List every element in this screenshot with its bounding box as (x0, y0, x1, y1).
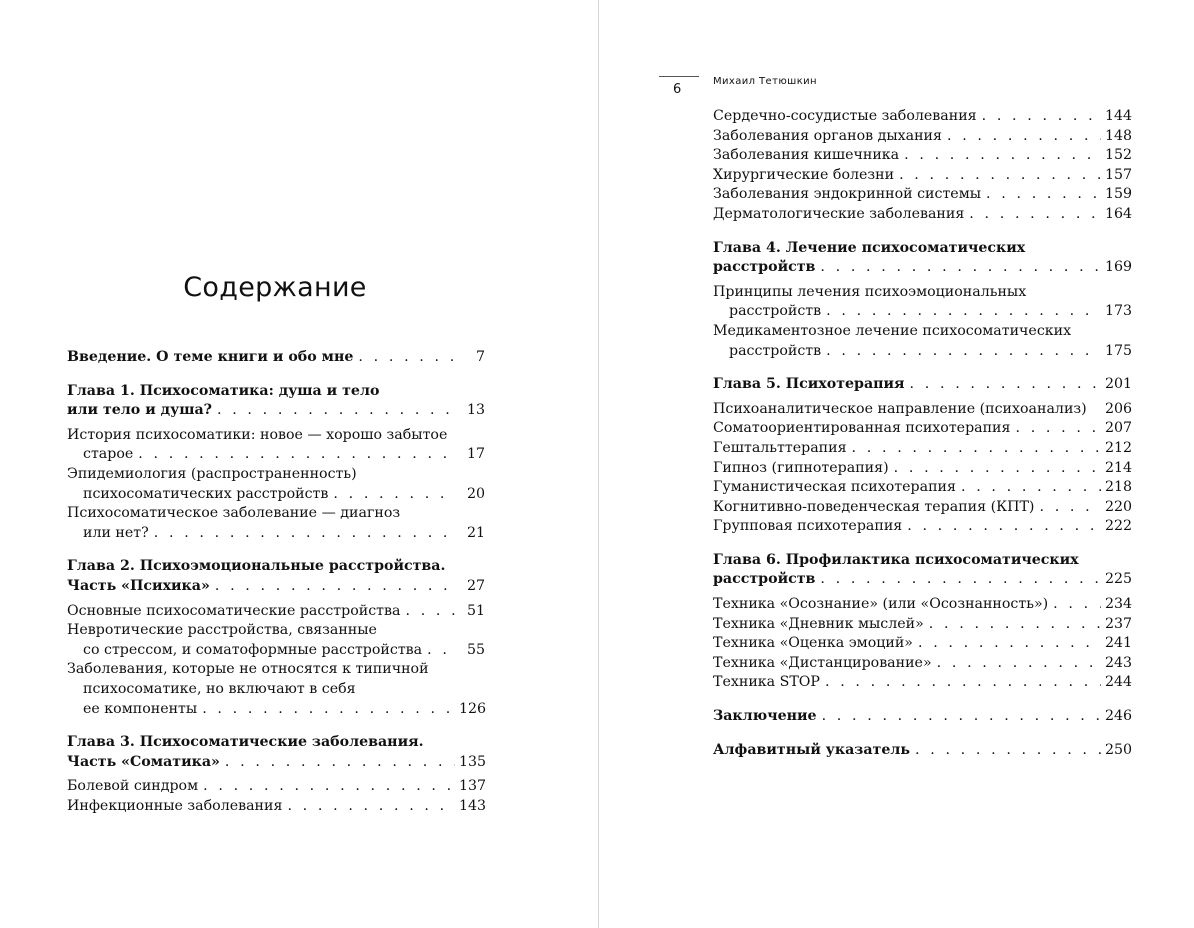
toc-entry-text: Психоаналитическое направление (психоанализ) (713, 400, 1087, 417)
toc-line (67, 641, 485, 661)
toc-entry-text: Введение. О теме книги и обо мне (67, 349, 354, 365)
toc-entry-text: Заболевания органов дыхания (713, 127, 942, 144)
toc-entry-text: Гештальттерапия (713, 439, 847, 456)
toc-section-entry[interactable] (713, 400, 1131, 420)
dot-leader (405, 602, 455, 622)
toc-page-number: 55 (466, 641, 485, 658)
header-rule (659, 76, 699, 77)
toc-page-number: 207 (1105, 420, 1133, 437)
toc-line (713, 707, 1131, 727)
toc-line (713, 239, 1131, 259)
toc-line (713, 459, 1131, 479)
toc-entry-text: Алфавитный указатель (713, 741, 911, 758)
toc-page-number: 244 (1105, 674, 1133, 691)
toc-entry-text: Невротические расстройства, связанные (67, 622, 377, 639)
toc-entry-text: Глава 4. Лечение психосоматических (713, 239, 1026, 256)
dot-leader (982, 107, 1101, 127)
toc-entry-text: Когнитивно-поведенческая терапия (КПТ) (713, 498, 1035, 515)
toc-line (67, 445, 485, 465)
toc-entry-text: психосоматических расстройств (83, 485, 329, 502)
toc-line (713, 595, 1131, 615)
toc-line (713, 673, 1131, 693)
dot-leader (918, 634, 1101, 654)
toc-page-number: 152 (1105, 147, 1133, 164)
toc-page-number: 212 (1105, 439, 1133, 456)
toc-section-entry[interactable] (67, 777, 485, 797)
dot-leader (937, 654, 1101, 674)
toc-entry-text: Часть «Соматика» (67, 753, 220, 770)
toc-chapter-entry[interactable] (67, 382, 485, 421)
toc-entry-text: расстройств (729, 303, 822, 320)
toc-line (67, 733, 485, 753)
toc-chapter-entry[interactable] (67, 557, 485, 596)
toc-page-number: 169 (1105, 259, 1133, 276)
toc-section-entry[interactable] (713, 517, 1131, 537)
toc-line (713, 185, 1131, 205)
dot-leader (225, 753, 455, 773)
dot-leader (910, 375, 1101, 395)
toc-line (713, 205, 1131, 225)
toc-entry-text: Дерматологические заболевания (713, 205, 965, 222)
toc-line (713, 400, 1131, 420)
dot-leader (907, 517, 1101, 537)
toc-chapter-entry[interactable] (67, 733, 485, 772)
toc-page-number: 175 (1105, 342, 1133, 359)
dot-leader (358, 348, 455, 368)
toc-entry-text: История психосоматики: новое — хорошо забытое (67, 426, 448, 443)
dot-leader (217, 401, 455, 421)
toc-page-number: 148 (1105, 127, 1133, 144)
toc-entry-text: или нет? (83, 524, 149, 541)
toc-entry-text: Глава 1. Психосоматика: душа и тело (67, 382, 380, 399)
toc-line (713, 654, 1131, 674)
toc-entry-text: Техника STOP (713, 674, 820, 691)
toc-entry-text: Часть «Психика» (67, 577, 210, 594)
toc-line (67, 426, 485, 446)
toc-page-number: 126 (459, 700, 487, 717)
toc-section-entry[interactable] (713, 673, 1131, 693)
dot-leader (287, 797, 455, 817)
toc-line (67, 797, 485, 817)
toc-line (713, 498, 1131, 518)
toc-section-entry[interactable] (67, 797, 485, 817)
toc-section-entry[interactable] (713, 146, 1131, 166)
toc-list-right (713, 107, 1131, 760)
running-head (659, 76, 899, 100)
toc-page-number: 51 (466, 602, 485, 619)
toc-line (713, 551, 1131, 571)
toc-line (713, 439, 1131, 459)
toc-section-entry[interactable] (713, 478, 1131, 498)
dot-leader (215, 577, 455, 597)
toc-entry-text: Принципы лечения психоэмоциональных (713, 283, 1027, 300)
toc-page-number: 157 (1105, 166, 1133, 183)
toc-page-number: 17 (466, 446, 485, 463)
toc-page-number: 159 (1105, 186, 1133, 203)
dot-leader (427, 641, 455, 661)
toc-line (713, 342, 1131, 362)
toc-chapter-entry[interactable] (713, 741, 1131, 761)
toc-page-number: 241 (1105, 635, 1133, 652)
toc-line (713, 570, 1131, 590)
toc-entry-text: Медикаментозное лечение психосоматических (713, 322, 1072, 339)
toc-line (713, 107, 1131, 127)
toc-line (713, 322, 1131, 342)
dot-leader (986, 185, 1101, 205)
toc-entry-text: Глава 2. Психоэмоциональные расстройства. (67, 558, 446, 575)
dot-leader (1053, 595, 1101, 615)
toc-entry-text: Болевой синдром (67, 778, 199, 795)
toc-line (713, 283, 1131, 303)
dot-leader (203, 777, 455, 797)
toc-page-number: 13 (466, 402, 485, 419)
toc-section-entry[interactable] (67, 426, 485, 465)
toc-line (713, 302, 1131, 322)
toc-chapter-entry[interactable] (713, 551, 1131, 590)
toc-entry-text: Глава 3. Психосоматические заболевания. (67, 734, 424, 751)
toc-line (67, 777, 485, 797)
dot-leader (961, 478, 1101, 498)
toc-entry-text: со стрессом, и соматоформные расстройства (83, 641, 423, 658)
toc-line (67, 504, 485, 524)
dot-leader (852, 439, 1101, 459)
toc-page-number: 20 (466, 485, 485, 502)
toc-entry-text: Глава 5. Психотерапия (713, 376, 905, 393)
toc-line (713, 166, 1131, 186)
toc-section-entry[interactable] (67, 660, 485, 719)
page-title: Содержание (183, 272, 367, 303)
toc-line (67, 382, 485, 402)
toc-entry-text: Эпидемиология (распространенность) (67, 465, 357, 482)
toc-page-number: 27 (466, 577, 485, 594)
toc-page-number: 173 (1105, 303, 1133, 320)
toc-page-number: 225 (1105, 571, 1133, 588)
toc-section-entry[interactable] (713, 107, 1131, 127)
right-page (599, 0, 1194, 928)
toc-section-entry[interactable] (67, 602, 485, 622)
dot-leader (929, 615, 1101, 635)
toc-line (67, 485, 485, 505)
toc-section-entry[interactable] (713, 459, 1131, 479)
toc-entry-text: старое (83, 446, 134, 463)
toc-entry-text: Гуманистическая психотерапия (713, 479, 956, 496)
toc-line (713, 127, 1131, 147)
toc-entry-text: Заключение (713, 708, 817, 725)
toc-page-number: 237 (1105, 615, 1133, 632)
toc-section-entry[interactable] (67, 504, 485, 543)
toc-line (713, 419, 1131, 439)
toc-line (67, 753, 485, 773)
toc-section-entry[interactable] (67, 465, 485, 504)
dot-leader (202, 700, 455, 720)
toc-section-entry[interactable] (713, 634, 1131, 654)
toc-page-number: 220 (1105, 498, 1133, 515)
dot-leader (826, 342, 1101, 362)
toc-section-entry[interactable] (713, 185, 1131, 205)
toc-line (67, 621, 485, 641)
toc-line (67, 401, 485, 421)
toc-entry-text: Основные психосоматические расстройства (67, 602, 401, 619)
toc-line (67, 577, 485, 597)
toc-entry-text: Групповая психотерапия (713, 518, 903, 535)
toc-line (713, 146, 1131, 166)
toc-section-entry[interactable] (713, 127, 1131, 147)
toc-entry-text: Соматоориентированная психотерапия (713, 420, 1011, 437)
toc-section-entry[interactable] (713, 615, 1131, 635)
toc-entry-text: Техника «Осознание» (или «Осознанность») (713, 596, 1049, 613)
toc-entry-text: Заболевания эндокринной системы (713, 186, 982, 203)
dot-leader (1039, 498, 1101, 518)
toc-page-number: 144 (1105, 108, 1133, 124)
dot-leader (820, 570, 1101, 590)
toc-entry-text: Техника «Дневник мыслей» (713, 615, 924, 632)
toc-line (67, 524, 485, 544)
toc-section-entry[interactable] (713, 498, 1131, 518)
dot-leader (154, 524, 455, 544)
toc-section-entry[interactable] (713, 166, 1131, 186)
toc-entry-text: Гипноз (гипнотерапия) (713, 459, 889, 476)
dot-leader (904, 146, 1101, 166)
toc-entry-text: ее компоненты (83, 700, 198, 717)
toc-page-number: 21 (466, 524, 485, 541)
toc-line (67, 348, 485, 368)
toc-page-number: 214 (1105, 459, 1133, 476)
toc-page-number: 218 (1105, 479, 1133, 496)
toc-chapter-entry[interactable] (713, 707, 1131, 727)
dot-leader (825, 673, 1101, 693)
toc-entry-text: расстройств (729, 342, 822, 359)
toc-page-number: 143 (459, 797, 487, 814)
dot-leader (969, 205, 1101, 225)
toc-page-number: 243 (1105, 654, 1133, 671)
toc-chapter-entry[interactable] (713, 239, 1131, 278)
toc-line (67, 602, 485, 622)
toc-line (67, 465, 485, 485)
dot-leader (899, 166, 1101, 186)
toc-section-entry[interactable] (713, 283, 1131, 322)
toc-entry-text: Сердечно-сосудистые заболевания (713, 108, 977, 124)
toc-line (67, 557, 485, 577)
toc-line (67, 660, 485, 680)
toc-entry-text: Техника «Дистанцирование» (713, 654, 932, 671)
toc-page-number: 250 (1105, 741, 1133, 758)
toc-page-number: 137 (459, 778, 487, 795)
toc-page-number: 246 (1105, 708, 1133, 725)
dot-leader (333, 485, 455, 505)
toc-page-number: 222 (1105, 518, 1133, 535)
toc-line (713, 478, 1131, 498)
toc-entry-text: Заболевания кишечника (713, 147, 900, 164)
toc-page-number: 164 (1105, 205, 1133, 222)
toc-line (67, 700, 485, 720)
toc-line (713, 615, 1131, 635)
toc-entry-text: психосоматике, но включают в себя (83, 680, 356, 697)
toc-entry-text: Глава 6. Профилактика психосоматических (713, 551, 1079, 568)
toc-section-entry[interactable] (713, 205, 1131, 225)
dot-leader (894, 459, 1101, 479)
toc-entry-text: Инфекционные заболевания (67, 797, 283, 814)
toc-entry-text: Заболевания, которые не относятся к типичной (67, 661, 429, 678)
page-number: 6 (673, 82, 682, 97)
toc-page-number: 234 (1105, 596, 1133, 613)
toc-section-entry[interactable] (713, 439, 1131, 459)
toc-line (67, 680, 485, 700)
toc-chapter-entry[interactable] (713, 375, 1131, 395)
toc-line (713, 517, 1131, 537)
toc-entry-text: Хирургические болезни (713, 166, 895, 183)
toc-page-number: 7 (475, 349, 485, 365)
toc-line (713, 375, 1131, 395)
toc-section-entry[interactable] (67, 621, 485, 660)
dot-leader (1015, 419, 1101, 439)
toc-section-entry[interactable] (713, 419, 1131, 439)
toc-section-entry[interactable] (713, 595, 1131, 615)
toc-entry-text: Техника «Оценка эмоций» (713, 635, 913, 652)
toc-page-number: 201 (1105, 376, 1133, 393)
toc-entry-text: или тело и душа? (67, 402, 212, 419)
dot-leader (826, 302, 1101, 322)
toc-line (713, 634, 1131, 654)
dot-leader (947, 127, 1101, 147)
toc-line (713, 258, 1131, 278)
toc-entry-text: расстройств (713, 259, 816, 276)
toc-section-entry[interactable] (713, 322, 1131, 361)
dot-leader (138, 445, 455, 465)
toc-entry-text: Психосоматическое заболевание — диагноз (67, 505, 401, 522)
toc-entry-text: расстройств (713, 571, 816, 588)
dot-leader (915, 741, 1101, 761)
toc-section-entry[interactable] (713, 654, 1131, 674)
author-name: Михаил Тетюшкин (713, 76, 817, 87)
toc-line (713, 741, 1131, 761)
dot-leader (820, 258, 1101, 278)
toc-chapter-entry[interactable] (67, 348, 485, 368)
toc-page-number: 135 (459, 753, 487, 770)
toc-list-left (67, 348, 485, 816)
dot-leader (822, 707, 1101, 727)
toc-page-number: 206 (1105, 400, 1133, 417)
